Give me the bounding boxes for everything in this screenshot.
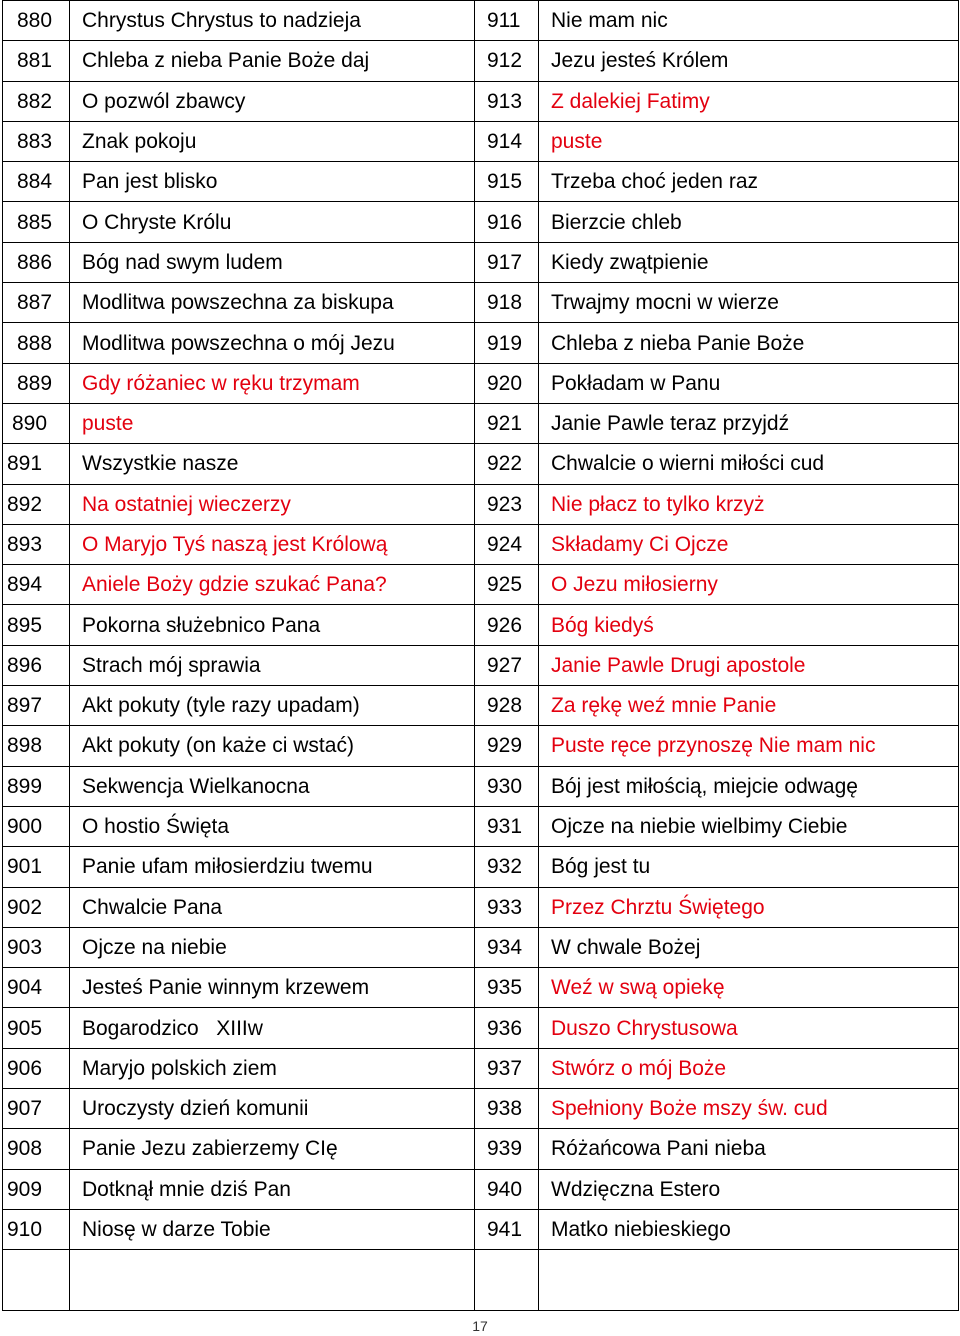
song-number-right: 928 (475, 686, 539, 726)
song-title-right: Kiedy zwątpienie (539, 242, 959, 282)
table-row (3, 1, 959, 41)
song-number-right: 939 (475, 1129, 539, 1169)
table-row (3, 645, 959, 685)
song-title-left: O Maryjo Tyś naszą jest Królową (70, 524, 475, 564)
song-title-left: Akt pokuty (on każe ci wstać) (70, 726, 475, 766)
song-title-right: Ojcze na niebie wielbimy Ciebie (539, 806, 959, 846)
song-number-left: 905 (3, 1008, 70, 1048)
song-number-right: 933 (475, 887, 539, 927)
song-number-left: 899 (3, 766, 70, 806)
song-title-left: Jesteś Panie winnym krzewem (70, 968, 475, 1008)
song-title-left: Strach mój sprawia (70, 645, 475, 685)
song-title-left: Znak pokoju (70, 121, 475, 161)
table-row (3, 283, 959, 323)
song-title-left: O hostio Święta (70, 806, 475, 846)
table-row (3, 323, 959, 363)
table-row (3, 41, 959, 81)
song-title-left: puste (70, 403, 475, 443)
song-title-right: Duszo Chrystusowa (539, 1008, 959, 1048)
song-number-right: 924 (475, 524, 539, 564)
song-number-right: 935 (475, 968, 539, 1008)
song-title-left (70, 1250, 475, 1311)
song-number-left: 895 (3, 605, 70, 645)
song-number-left: 910 (3, 1209, 70, 1249)
song-title-left: Modlitwa powszechna o mój Jezu (70, 323, 475, 363)
song-number-left: 908 (3, 1129, 70, 1169)
table-row (3, 121, 959, 161)
song-number-right: 929 (475, 726, 539, 766)
song-title-left: Panie ufam miłosierdziu twemu (70, 847, 475, 887)
song-title-left: O pozwól zbawcy (70, 81, 475, 121)
song-number-right: 937 (475, 1048, 539, 1088)
song-index-table (2, 0, 959, 1311)
song-number-left: 892 (3, 484, 70, 524)
song-number-right: 931 (475, 806, 539, 846)
song-title-right: Składamy Ci Ojcze (539, 524, 959, 564)
song-title-right: Nie płacz to tylko krzyż (539, 484, 959, 524)
song-title-right: Stwórz o mój Boże (539, 1048, 959, 1088)
song-number-left: 888 (3, 323, 70, 363)
song-number-left: 881 (3, 41, 70, 81)
table-row (3, 162, 959, 202)
table-row (3, 887, 959, 927)
song-number-left: 909 (3, 1169, 70, 1209)
song-number-right (475, 1250, 539, 1311)
table-row (3, 524, 959, 564)
song-number-right: 917 (475, 242, 539, 282)
song-title-left: Ojcze na niebie (70, 927, 475, 967)
song-number-right: 918 (475, 283, 539, 323)
song-number-right: 913 (475, 81, 539, 121)
song-number-left: 907 (3, 1089, 70, 1129)
song-title-right: puste (539, 121, 959, 161)
song-number-right: 916 (475, 202, 539, 242)
table-row (3, 1169, 959, 1209)
song-title-left: Bóg nad swym ludem (70, 242, 475, 282)
song-number-right: 926 (475, 605, 539, 645)
song-number-right: 919 (475, 323, 539, 363)
song-number-right: 927 (475, 645, 539, 685)
song-number-right: 921 (475, 403, 539, 443)
song-title-left: Akt pokuty (tyle razy upadam) (70, 686, 475, 726)
song-title-left: Panie Jezu zabierzemy CIę (70, 1129, 475, 1169)
song-title-left: Niosę w darze Tobie (70, 1209, 475, 1249)
song-number-left: 898 (3, 726, 70, 766)
song-title-left: Aniele Boży gdzie szukać Pana? (70, 565, 475, 605)
song-title-right: Bój jest miłością, miejcie odwagę (539, 766, 959, 806)
song-number-left: 894 (3, 565, 70, 605)
song-number-left: 883 (3, 121, 70, 161)
song-title-left: Chwalcie Pana (70, 887, 475, 927)
song-number-left: 896 (3, 645, 70, 685)
song-title-left: Wszystkie nasze (70, 444, 475, 484)
table-row (3, 363, 959, 403)
table-row (3, 927, 959, 967)
song-title-right: Wdzięczna Estero (539, 1169, 959, 1209)
song-number-left: 890 (3, 403, 70, 443)
song-title-right: Bierzcie chleb (539, 202, 959, 242)
table-row (3, 686, 959, 726)
song-number-right: 938 (475, 1089, 539, 1129)
song-number-left: 903 (3, 927, 70, 967)
song-number-right: 925 (475, 565, 539, 605)
song-number-left: 904 (3, 968, 70, 1008)
song-title-right: Weź w swą opiekę (539, 968, 959, 1008)
song-title-left: Maryjo polskich ziem (70, 1048, 475, 1088)
table-row (3, 847, 959, 887)
song-number-left: 906 (3, 1048, 70, 1088)
table-row (3, 605, 959, 645)
song-number-right: 930 (475, 766, 539, 806)
song-number-left: 880 (3, 1, 70, 41)
table-row (3, 444, 959, 484)
table-row (3, 806, 959, 846)
table-row (3, 202, 959, 242)
song-title-left: Pan jest blisko (70, 162, 475, 202)
table-row (3, 1129, 959, 1169)
song-title-left: Na ostatniej wieczerzy (70, 484, 475, 524)
song-number-right: 936 (475, 1008, 539, 1048)
song-number-right: 923 (475, 484, 539, 524)
song-number-right: 941 (475, 1209, 539, 1249)
song-index-body (3, 1, 959, 1311)
table-row (3, 565, 959, 605)
song-number-left: 889 (3, 363, 70, 403)
song-title-right: Różańcowa Pani nieba (539, 1129, 959, 1169)
song-title-left: Modlitwa powszechna za biskupa (70, 283, 475, 323)
song-number-left: 887 (3, 283, 70, 323)
table-row (3, 1089, 959, 1129)
song-title-right: Puste ręce przynoszę Nie mam nic (539, 726, 959, 766)
song-number-left: 893 (3, 524, 70, 564)
song-title-left: Chrystus Chrystus to nadzieja (70, 1, 475, 41)
song-number-left: 897 (3, 686, 70, 726)
song-number-right: 911 (475, 1, 539, 41)
table-row (3, 1048, 959, 1088)
song-title-left: Uroczysty dzień komunii (70, 1089, 475, 1129)
song-title-left: Bogarodzico XIIIw (70, 1008, 475, 1048)
table-row (3, 81, 959, 121)
song-title-right: O Jezu miłosierny (539, 565, 959, 605)
song-title-right: Janie Pawle teraz przyjdź (539, 403, 959, 443)
song-title-right: Chleba z nieba Panie Boże (539, 323, 959, 363)
song-title-right: Z dalekiej Fatimy (539, 81, 959, 121)
table-row (3, 766, 959, 806)
song-number-right: 915 (475, 162, 539, 202)
song-number-left: 884 (3, 162, 70, 202)
song-title-left: Gdy różaniec w ręku trzymam (70, 363, 475, 403)
table-row (3, 403, 959, 443)
song-title-right: Trzeba choć jeden raz (539, 162, 959, 202)
table-row (3, 484, 959, 524)
table-row (3, 1008, 959, 1048)
song-title-left: Chleba z nieba Panie Boże daj (70, 41, 475, 81)
song-number-right: 932 (475, 847, 539, 887)
song-title-left: Dotknął mnie dziś Pan (70, 1169, 475, 1209)
song-number-left: 886 (3, 242, 70, 282)
song-number-left (3, 1250, 70, 1311)
table-row (3, 726, 959, 766)
song-title-right: Spełniony Boże mszy św. cud (539, 1089, 959, 1129)
song-number-right: 920 (475, 363, 539, 403)
table-row (3, 242, 959, 282)
song-number-left: 885 (3, 202, 70, 242)
song-title-right: Przez Chrztu Świętego (539, 887, 959, 927)
song-title-right: Trwajmy mocni w wierze (539, 283, 959, 323)
song-number-right: 922 (475, 444, 539, 484)
song-title-right: Matko niebieskiego (539, 1209, 959, 1249)
song-title-right: Chwalcie o wierni miłości cud (539, 444, 959, 484)
song-number-right: 912 (475, 41, 539, 81)
song-title-left: O Chryste Królu (70, 202, 475, 242)
song-number-right: 940 (475, 1169, 539, 1209)
song-number-left: 891 (3, 444, 70, 484)
song-number-left: 900 (3, 806, 70, 846)
song-number-left: 902 (3, 887, 70, 927)
song-title-right: Jezu jesteś Królem (539, 41, 959, 81)
table-row (3, 968, 959, 1008)
song-title-right: Pokładam w Panu (539, 363, 959, 403)
song-title-right: Za rękę weź mnie Panie (539, 686, 959, 726)
song-title-left: Sekwencja Wielkanocna (70, 766, 475, 806)
song-title-right: Nie mam nic (539, 1, 959, 41)
table-row (3, 1209, 959, 1249)
song-title-left: Pokorna służebnico Pana (70, 605, 475, 645)
song-number-right: 934 (475, 927, 539, 967)
song-title-right: W chwale Bożej (539, 927, 959, 967)
song-title-right: Janie Pawle Drugi apostole (539, 645, 959, 685)
song-title-right: Bóg kiedyś (539, 605, 959, 645)
song-title-right (539, 1250, 959, 1311)
table-row (3, 1250, 959, 1311)
song-title-right: Bóg jest tu (539, 847, 959, 887)
song-number-left: 901 (3, 847, 70, 887)
page-number: 17 (472, 1318, 488, 1334)
song-number-right: 914 (475, 121, 539, 161)
song-number-left: 882 (3, 81, 70, 121)
